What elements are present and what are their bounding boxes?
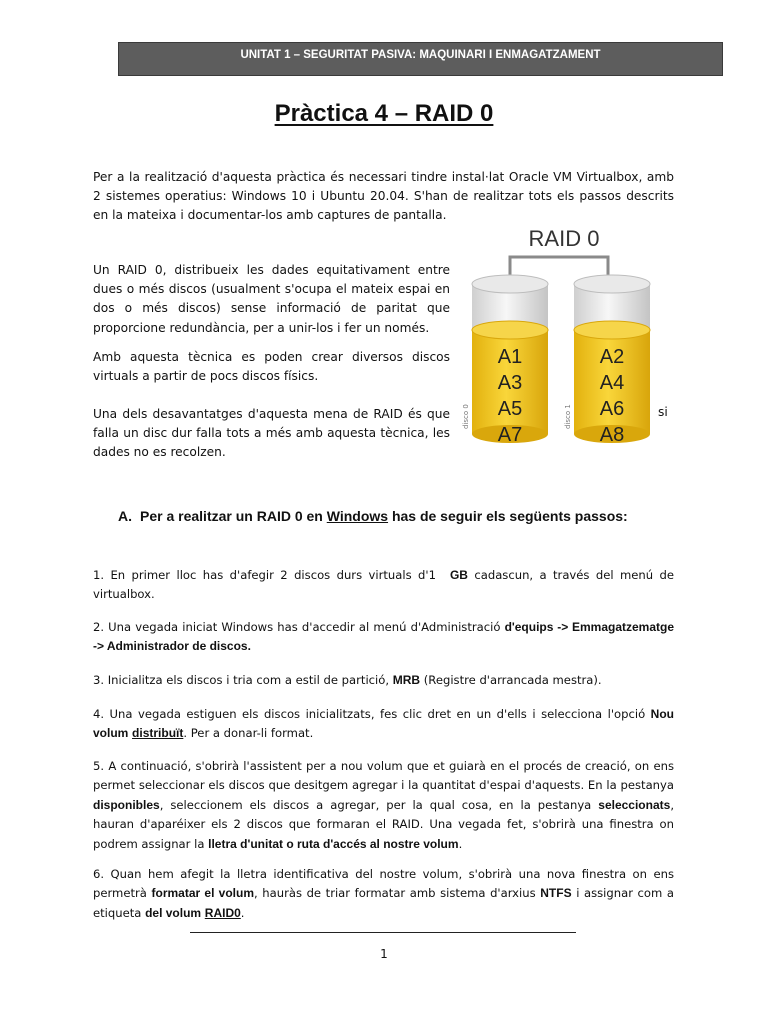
disk-1-block-4: A8 bbox=[599, 424, 625, 444]
disk-0-block-4: A7 bbox=[497, 424, 523, 444]
disk-0-block-1: A1 bbox=[497, 346, 523, 368]
raid0-diagram bbox=[462, 222, 662, 444]
disk-0 bbox=[462, 275, 548, 444]
disk-1 bbox=[564, 275, 650, 444]
page-number: 1 bbox=[380, 947, 388, 961]
page-title: Pràctica 4 – RAID 0 bbox=[274, 100, 494, 127]
footer-divider bbox=[190, 932, 576, 933]
raid-technique-paragraph: Amb aquesta tècnica es poden crear diversos discos virtuals a partir de pocs discos físics. bbox=[93, 350, 450, 384]
step-2: 2. Una vegada iniciat Windows has d'accedir al menú d'Administració d'equips -> Emmagatzematge -> Administrador de discos. bbox=[93, 620, 675, 654]
disadvantage-trailing-word: si bbox=[658, 405, 668, 419]
header-text: UNITAT 1 – SEGURITAT PASIVA: MAQUINARI I ENMAGATZAMENT bbox=[240, 49, 601, 61]
disk-1-label: disco 1 bbox=[564, 404, 572, 429]
disk-0-block-2: A3 bbox=[497, 372, 523, 394]
disk-1-block-3: A6 bbox=[599, 398, 625, 420]
document-header bbox=[118, 42, 723, 76]
step-1: 1. En primer lloc has d'afegir 2 discos durs virtuals d'1 GB cadascun, a través del menú de virtualbox. bbox=[93, 568, 674, 602]
figure-title: RAID 0 bbox=[528, 226, 600, 251]
windows-link[interactable]: Windows bbox=[326, 508, 389, 524]
disk-0-block-3: A5 bbox=[497, 398, 523, 420]
disk-1-block-2: A4 bbox=[599, 372, 625, 394]
step-5: 5. A continuació, s'obrirà l'assistent per a nou volum que et guiarà en el procés de creació, on ens permet seleccionar els discos que desitgem agregar i la quantitat d'espai d'aquests. En la pestanya disponibles, seleccionem els discos a agregar, per la qual cosa, en la pestanya seleccionats, hauran d'aparéixer els 2 discos que formaran el RAID. Una vegada fet, s'obrirà una finestra on podrem assignar la lletra d'unitat o ruta d'accés al nostre volum. bbox=[93, 759, 674, 851]
step-6: 6. Quan hem afegit la lletra identificativa del nostre volum, s'obrirà una nova finestra on ens permetrà formatar el volum, hauràs de triar formatar amb sistema d'arxius NTFS i assignar com a etiqueta del volum RAID0. bbox=[93, 867, 675, 920]
raid-disadvantage-paragraph: Una dels desavantatges d'aquesta mena de RAID és que falla un disc dur falla tots a més amb aquesta tècnica, les dades no es recolzen. bbox=[93, 407, 450, 460]
disk-1-block-1: A2 bbox=[599, 346, 625, 368]
step-3: 3. Inicialitza els discos i tria com a estil de partició, MRB (Registre d'arrancada mestra). bbox=[93, 673, 602, 687]
intro-paragraph: Per a la realització d'aquesta pràctica és necessari tindre instal·lat Oracle VM Virtualbox, amb 2 sistemes operatius: Windows 10 i Ubuntu 20.04. S'han de realitzar tots els passos descrits en la mateixa i documentar-los amb captures de pantalla. bbox=[93, 170, 674, 223]
step-4: 4. Una vegada estiguen els discos inicialitzats, fes clic dret en un d'ells i selecciona l'opció Nou volum distribuït. Per a donar-li format. bbox=[93, 707, 674, 741]
raid-description-paragraph: Un RAID 0, distribueix les dades equitativament entre dues o més discos (usualment s'ocupa el mateix espai en dos o més discos) sense informació de paritat que proporcione redundància, per a unir-los i fer un només. bbox=[93, 263, 450, 335]
section-a-heading: A. Per a realitzar un RAID 0 en Windows has de seguir els següents passos: bbox=[118, 508, 628, 524]
disk-0-label: disco 0 bbox=[462, 404, 470, 429]
